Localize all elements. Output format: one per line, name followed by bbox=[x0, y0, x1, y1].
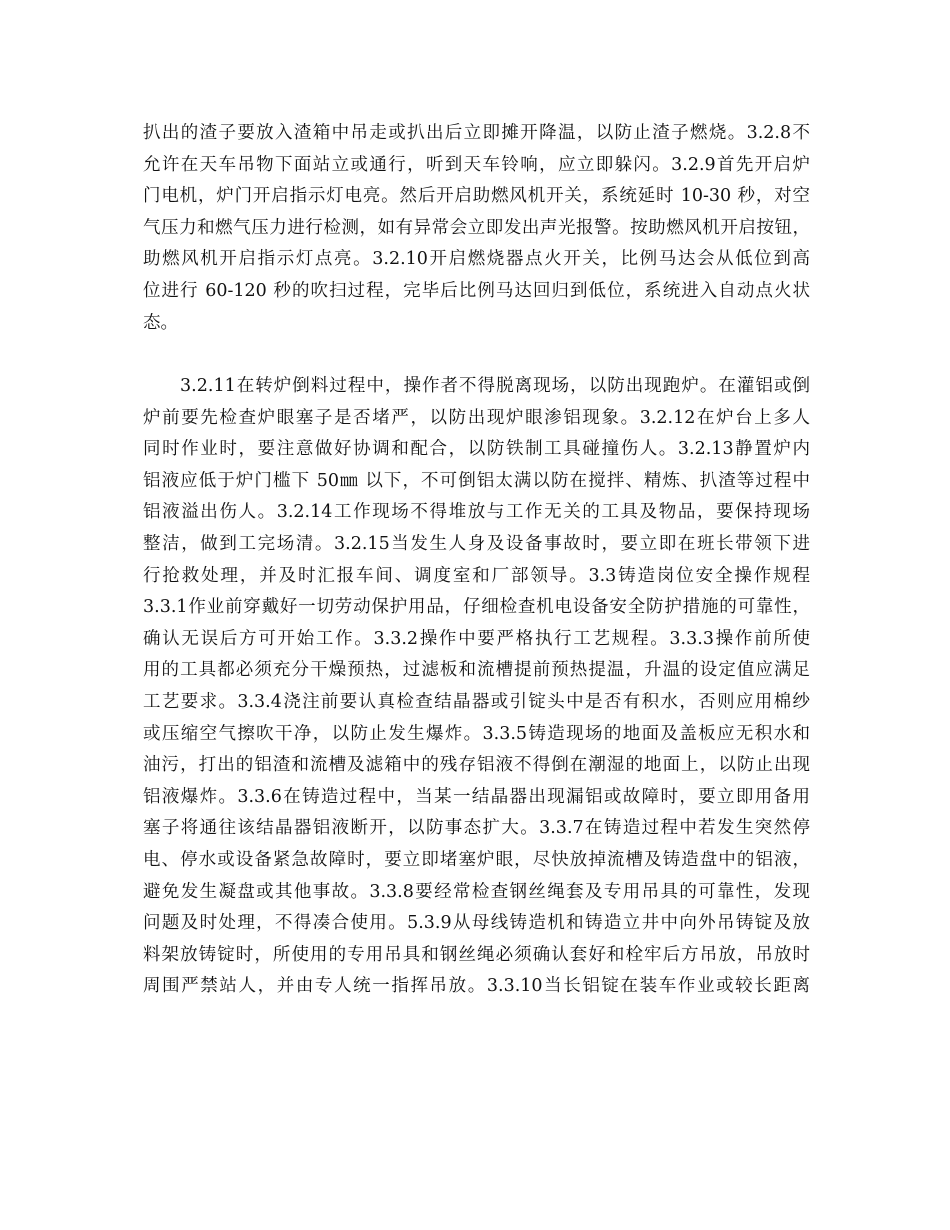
text-line: 避免发生凝盘或其他事故。3.3.8要经常检查钢丝绳套及专用吊具的可靠性，发现 bbox=[143, 881, 810, 902]
text-line: 塞子将通往该结晶器铝液断开，以防事态扩大。3.3.7在铸造过程中若发生突然停 bbox=[143, 818, 810, 839]
text-line: 电、停水或设备紧急故障时，要立即堵塞炉眼，尽快放掉流槽及铸造盘中的铝液， bbox=[143, 849, 810, 870]
text-line: 助燃风机开启指示灯点亮。3.2.10开启燃烧器点火开关，比例马达会从低位到高 bbox=[143, 249, 810, 270]
text-line: 3.2.11在转炉倒料过程中，操作者不得脱离现场，以防出现跑炉。在灌铝或倒 bbox=[143, 376, 810, 396]
text-line: 周围严禁站人，并由专人统一指挥吊放。3.3.10当长铝锭在装车作业或较长距离 bbox=[143, 976, 810, 997]
text-line: 同时作业时，要注意做好协调和配合，以防铁制工具碰撞伤人。3.2.13静置炉内 bbox=[143, 439, 810, 460]
text-line: 铝液溢出伤人。3.2.14工作现场不得堆放与工作无关的工具及物品，要保持现场 bbox=[143, 502, 810, 523]
paragraph-2 bbox=[143, 371, 810, 1003]
text-line: 气压力和燃气压力进行检测，如有异常会立即发出声光报警。按助燃风机开启按钮， bbox=[143, 217, 810, 238]
text-line: 确认无误后方可开始工作。3.3.2操作中要严格执行工艺规程。3.3.3操作前所使 bbox=[143, 628, 810, 649]
text-line: 料架放铸锭时，所使用的专用吊具和钢丝绳必须确认套好和栓牢后方吊放，吊放时 bbox=[143, 944, 810, 965]
text-line: 3.3.1作业前穿戴好一切劳动保护用品，仔细检查机电设备安全防护措施的可靠性， bbox=[143, 597, 810, 618]
text-line: 铝液爆炸。3.3.6在铸造过程中，当某一结晶器出现漏铝或故障时，要立即用备用 bbox=[143, 786, 810, 807]
text-line: 允许在天车吊物下面站立或通行，听到天车铃响，应立即躲闪。3.2.9首先开启炉 bbox=[143, 154, 810, 175]
text-line: 油污，打出的铝渣和流槽及滤箱中的残存铝液不得倒在潮湿的地面上，以防止出现 bbox=[143, 755, 810, 776]
text-line: 铝液应低于炉门槛下 50㎜ 以下，不可倒铝太满以防在搅拌、精炼、扒渣等过程中 bbox=[143, 470, 810, 491]
text-line: 门电机，炉门开启指示灯电亮。然后开启助燃风机开关，系统延时 10-30 秒，对空 bbox=[143, 186, 810, 207]
text-line: 问题及时处理，不得凑合使用。5.3.9从母线铸造机和铸造立井中向外吊铸锭及放 bbox=[143, 913, 810, 934]
text-line: 整洁，做到工完场清。3.2.15当发生人身及设备事故时，要立即在班长带领下进 bbox=[143, 533, 810, 554]
text-line: 行抢救处理，并及时汇报车间、调度室和厂部领导。3.3铸造岗位安全操作规程 bbox=[143, 565, 810, 586]
text-line: 用的工具都必须充分干燥预热，过滤板和流槽提前预热提温，升温的设定值应满足 bbox=[143, 660, 810, 681]
text-line: 扒出的渣子要放入渣箱中吊走或扒出后立即摊开降温，以防止渣子燃烧。3.2.8不 bbox=[143, 123, 810, 143]
text-line: 或压缩空气擦吹干净，以防止发生爆炸。3.3.5铸造现场的地面及盖板应无积水和 bbox=[143, 723, 810, 744]
text-line: 位进行 60-120 秒的吹扫过程，完毕后比例马达回归到低位，系统进入自动点火状 bbox=[143, 280, 810, 301]
text-line: 炉前要先检查炉眼塞子是否堵严，以防出现炉眼渗铝现象。3.2.12在炉台上多人 bbox=[143, 407, 810, 428]
paragraph-1 bbox=[143, 118, 810, 339]
text-line: 工艺要求。3.3.4浇注前要认真检查结晶器或引锭头中是否有积水，否则应用棉纱 bbox=[143, 691, 810, 712]
text-line: 态。 bbox=[143, 312, 178, 333]
